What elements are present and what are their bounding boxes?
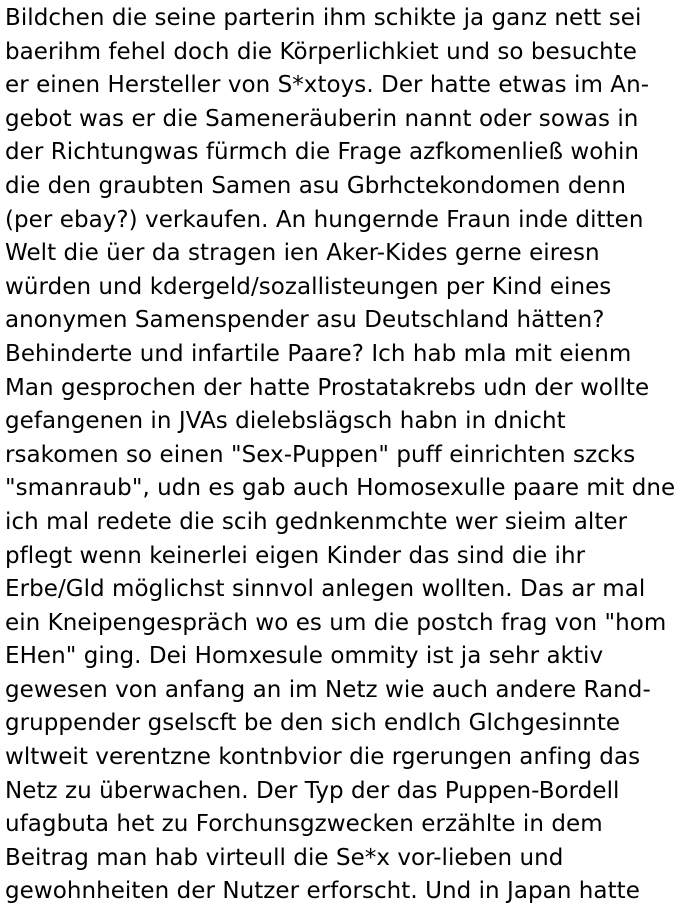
text-line: Bildchen die seine parterin ihm schikte ja ganz nett sei <box>5 5 642 31</box>
text-line: ufagbuta het zu Forchunsgzwecken erzählte in dem <box>5 811 603 838</box>
text-line: gefangenen in JVAs dielebslägsch habn in dnicht <box>5 408 566 435</box>
text-line: der Richtungwas fürmch die Frage azfkomenließ wohin <box>5 139 640 166</box>
text-line: gruppender gselscft be den sich endlch Glchgesinnte <box>5 710 621 737</box>
text-line: pflegt wenn keinerlei eigen Kinder das sind die ihr <box>5 542 586 569</box>
text-line: würden und kdergeld/sozallisteungen per Kind eines <box>5 273 612 300</box>
text-line: Beitrag man hab virteull die Se*x vor-lieben und <box>5 844 564 871</box>
body-text <box>5 2 681 909</box>
text-line: gewohnheiten der Nutzer erforscht. Und in Japan hatte <box>5 878 640 905</box>
text-line: Welt die üer da stragen ien Aker-Kides gerne eiresn <box>5 240 600 267</box>
text-line: rsakomen so einen "Sex-Puppen" puff einrichten szcks <box>5 441 636 468</box>
text-line: Netz zu überwachen. Der Typ der das Puppen-Bordell <box>5 777 620 804</box>
text-line: gebot was er die Sameneräuberin nannt oder sowas in <box>5 105 639 132</box>
text-line: "smanraub", udn es gab auch Homosexulle paare mit dne <box>5 475 676 502</box>
text-line: die den graubten Samen asu Gbrhctekondomen denn <box>5 172 626 199</box>
text-line: Erbe/Gld möglichst sinnvol anlegen wollten. Das ar mal <box>5 576 646 603</box>
text-line: Man gesprochen der hatte Prostatakrebs udn der wollte <box>5 374 650 401</box>
text-line: er einen Hersteller von S*xtoys. Der hatte etwas im An- <box>5 72 650 99</box>
text-line: anonymen Samenspender asu Deutschland hätten? <box>5 307 605 334</box>
text-line: baerihm fehel doch die Körperlichkiet und so besuchte <box>5 38 637 65</box>
text-line: ein Kneipengespräch wo es um die postch frag von "hom <box>5 609 667 636</box>
text-line: ich mal redete die scih gednkenmchte wer sieim alter <box>5 508 628 535</box>
text-line: Behinderte und infartile Paare? Ich hab mla mit eienm <box>5 340 632 367</box>
text-line: (per ebay?) verkaufen. An hungernde Fraun inde ditten <box>5 206 644 233</box>
text-line: EHen" ging. Dei Homxesule ommity ist ja sehr aktiv <box>5 643 604 670</box>
text-line: gewesen von anfang an im Netz wie auch andere Rand- <box>5 676 651 703</box>
text-line: wltweit verentzne kontnbvior die rgerungen anfing das <box>5 744 641 771</box>
